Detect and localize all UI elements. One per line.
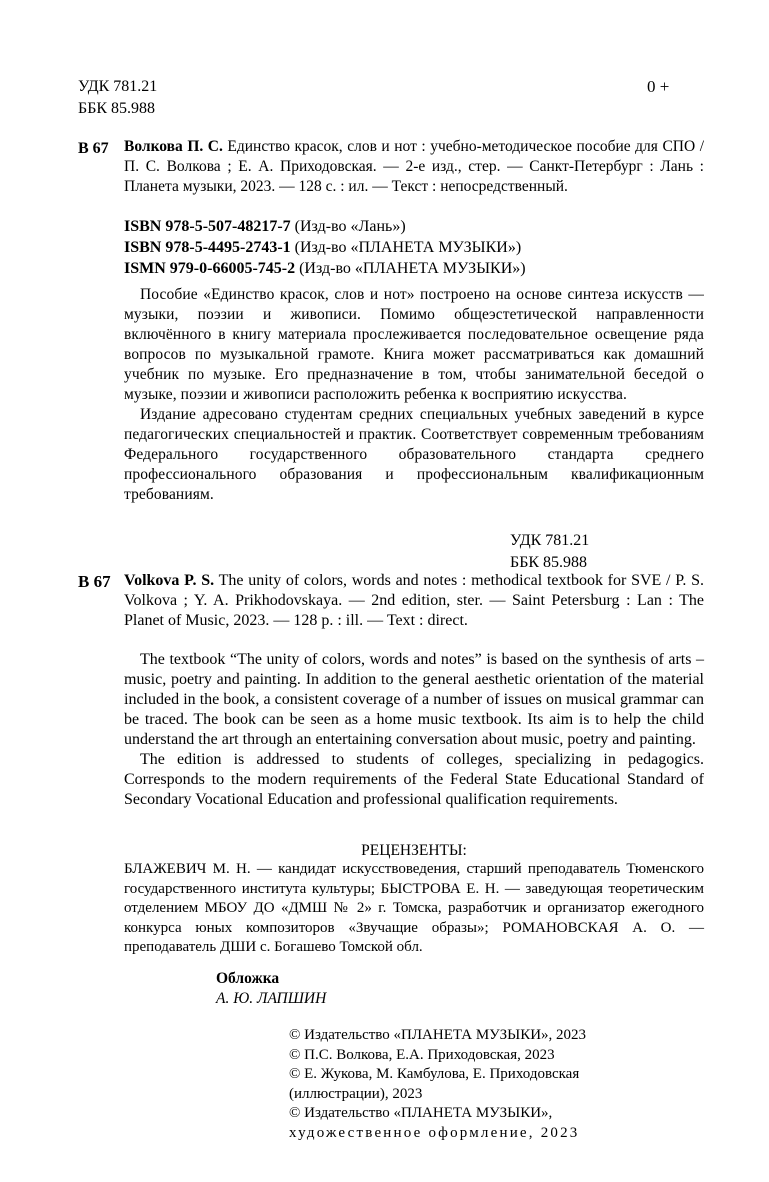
ismn-number: 979-0-66005-745-2 — [169, 260, 296, 277]
bib-description-ru: Единство красок, слов и нот : учебно-методическое пособие для СПО / П. С. Волкова ; Е. А. Приходовская. — 2-е изд., стер. — Санкт-Петербург : Лань : Планета музыки, 2023. — 128 с. : ил. — Текст : непосредственный. — [124, 138, 704, 195]
age-rating: 0 + — [647, 77, 670, 96]
reviewers-heading: РЕЦЕНЗЕНТЫ: — [361, 842, 467, 859]
abstract-ru — [124, 285, 704, 505]
isbn-row — [124, 216, 526, 237]
isbn-list — [124, 216, 526, 279]
cover-credit-label: Обложка — [216, 970, 280, 987]
isbn-number: 978-5-507-48217-7 — [165, 218, 291, 235]
copyright-line: © Издательство «ПЛАНЕТА МУЗЫКИ», — [289, 1105, 553, 1121]
copyright-line: художественное оформление, 2023 — [289, 1124, 580, 1141]
abstract-ru-paragraph-1: Пособие «Единство красок, слов и нот» построено на основе синтеза искусств — музыки, поэзии и живописи. Помимо общеэстетической направленности включённого в книгу материала прослеживается последовательное освещение ряда вопросов по музыкальной грамоте. Книга может рассматриваться как домашний учебник по музыке. Его предназначение в том, чтобы занимательной беседой о музыке, поэзии и живописи расположить ребенка к восприятию искусства. — [124, 286, 704, 403]
reviewers-text: БЛАЖЕВИЧ М. Н. — кандидат искусствоведения, старший преподаватель Тюменского государственного института культуры; БЫСТРОВА Е. Н. — заведующая теоретическим отделением МБОУ ДО «ДМШ № 2» г. Томска, разработчик и организатор ежегодного конкурса юных композиторов «Звучащие образы»; РОМАНОВСКАЯ А. О. — преподаватель ДШИ с. Богашево Томской обл. — [124, 861, 704, 955]
bib-description-en: The unity of colors, words and notes : methodical textbook for SVE / P. S. Volkova ; Y. A. Prikhodovskaya. — 2nd edition, ster. — Saint Petersburg : Lan : The Planet of Music, 2023. — 128 p. : ill. — Text : direct. — [124, 572, 704, 629]
abstract-en — [124, 650, 704, 810]
abstract-en-paragraph-1: The textbook “The unity of colors, words and notes” is based on the synthesis of arts – music, poetry and painting. In addition to the general aesthetic orientation of the material included in the book, a consistent coverage of a number of issues on musical grammar can be traced. The book can be seen as a home music textbook. Its aim is to help the child understand the art through an entertaining conversation about music, poetry and painting. — [124, 651, 704, 748]
author-name-en: Volkova P. S. — [124, 572, 215, 589]
cover-credit-author: А. Ю. ЛАПШИН — [216, 990, 327, 1007]
isbn-publisher: (Изд-во «ПЛАНЕТА МУЗЫКИ») — [294, 239, 522, 256]
author-sign-ru: В 67 — [78, 140, 109, 157]
author-name-ru: Волкова П. С. — [124, 138, 223, 155]
isbn-number: 978-5-4495-2743-1 — [165, 239, 291, 256]
isbn-row — [124, 237, 526, 258]
copyright-line: © Е. Жукова, М. Камбулова, Е. Приходовская (иллюстрации), 2023 — [289, 1066, 580, 1102]
classification-codes-en — [510, 530, 589, 574]
bibliographic-record-en — [124, 571, 704, 631]
copyright-line: © Издательство «ПЛАНЕТА МУЗЫКИ», 2023 — [289, 1027, 587, 1043]
udk-code-en: УДК 781.21 — [510, 532, 590, 549]
abstract-en-paragraph-2: The edition is addressed to students of colleges, specializing in pedagogics. Corresponds to the modern requirements of the Federal State Educational Standard of Secondary Vocational Education and professional qualification requirements. — [124, 751, 704, 808]
bbk-code-en: ББК 85.988 — [510, 554, 588, 571]
bibliographic-record-ru — [124, 137, 704, 197]
bbk-code: ББК 85.988 — [78, 100, 156, 117]
udk-code: УДК 781.21 — [78, 78, 158, 95]
classification-codes-ru — [78, 76, 157, 120]
isbn-label: ISBN — [124, 218, 162, 235]
copyright-line: © П.С. Волкова, Е.А. Приходовская, 2023 — [289, 1046, 555, 1063]
isbn-publisher: (Изд-во «Лань») — [294, 218, 406, 235]
copyright-notices — [289, 1026, 629, 1143]
ismn-label: ISMN — [124, 260, 166, 277]
ismn-row — [124, 258, 526, 279]
author-sign-en: В 67 — [78, 572, 111, 591]
isbn-label: ISBN — [124, 239, 162, 256]
ismn-publisher: (Изд-во «ПЛАНЕТА МУЗЫКИ») — [299, 260, 526, 277]
abstract-ru-paragraph-2: Издание адресовано студентам средних специальных учебных заведений в курсе педагогических специальностей и практик. Соответствует современным требованиям Федерального государственного образовательного стандарта среднего профессионального образования и профессиональным квалификационным требованиям. — [124, 406, 704, 503]
